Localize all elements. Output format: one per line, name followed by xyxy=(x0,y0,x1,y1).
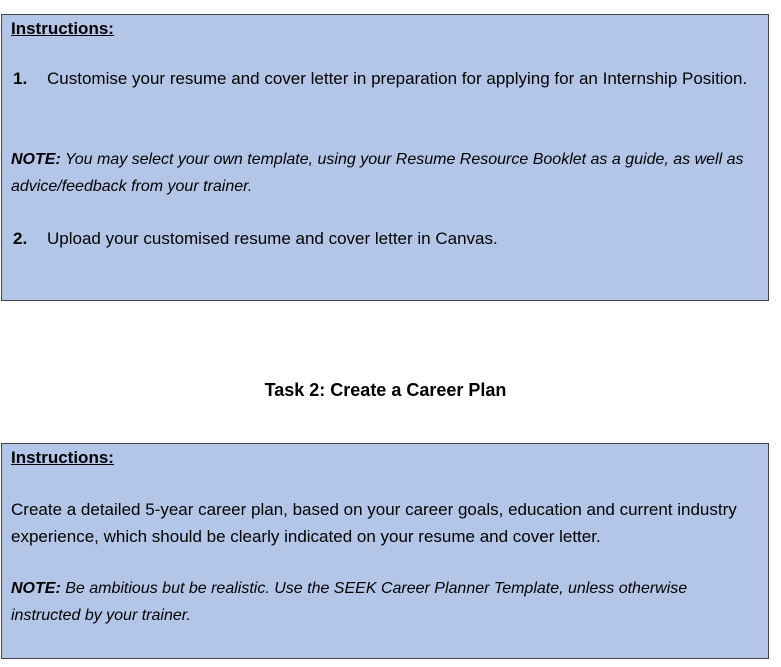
instructions-heading: Instructions: xyxy=(11,448,114,467)
note-paragraph xyxy=(11,575,751,629)
note-text: Be ambitious but be realistic. Use the SEEK Career Planner Template, unless otherwise instructed by your trainer. xyxy=(11,580,688,624)
task-title: Task 2: Create a Career Plan xyxy=(264,380,507,400)
note-label: NOTE: xyxy=(11,580,61,597)
note-paragraph xyxy=(11,146,751,200)
note-label: NOTE: xyxy=(11,151,61,168)
note-text: You may select your own template, using your Resume Resource Booklet as a guide, as well as advice/feedback from your trainer. xyxy=(11,151,744,195)
list-number: 2. xyxy=(13,229,28,248)
instructions-heading: Instructions: xyxy=(11,19,114,38)
task1-instructions-box xyxy=(1,14,769,301)
list-text: Customise your resume and cover letter in preparation for applying for an Internship Position. xyxy=(47,69,748,88)
task2-instructions-box xyxy=(1,443,769,659)
body-paragraph: Create a detailed 5-year career plan, based on your career goals, education and current industry experience, which should be clearly indicated on your resume and cover letter. xyxy=(11,500,737,546)
list-text: Upload your customised resume and cover letter in Canvas. xyxy=(47,229,498,248)
list-number: 1. xyxy=(13,69,28,88)
